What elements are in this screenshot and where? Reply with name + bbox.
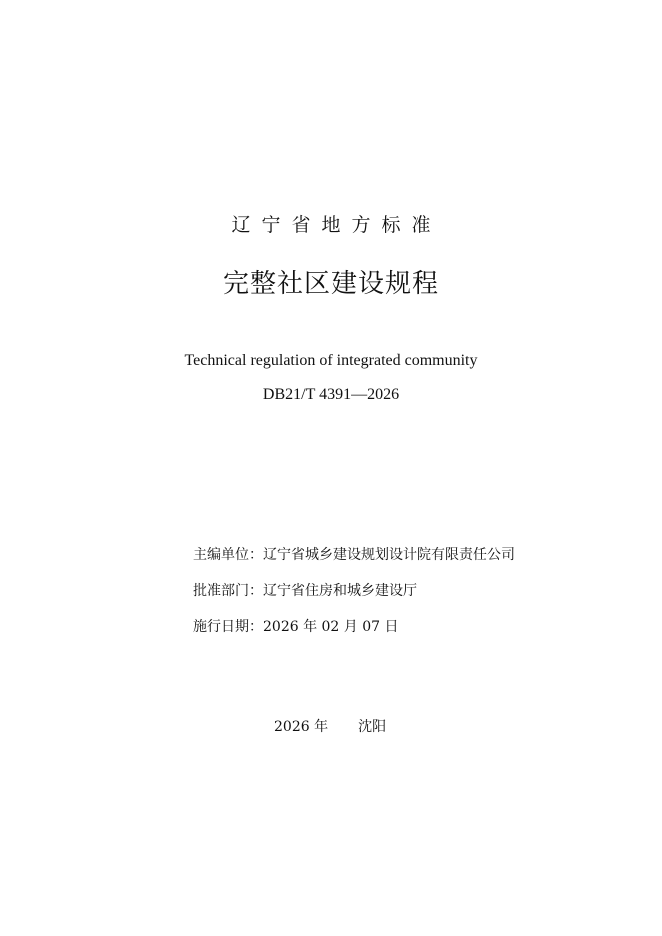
publication-year: 2026 年 — [274, 719, 329, 735]
document-title: 完整社区建设规程 — [222, 269, 439, 299]
info-label: 主编单位： — [193, 547, 263, 563]
publication-footer — [274, 717, 386, 737]
info-value: 辽宁省住房和城乡建设厅 — [263, 583, 417, 599]
info-row-editor — [193, 545, 515, 565]
info-row-approver — [193, 581, 515, 601]
english-title: Technical regulation of integrated community — [184, 352, 478, 369]
info-row-effective-date — [193, 617, 515, 637]
info-value: 2026 年 02 月 07 日 — [263, 619, 399, 635]
info-label: 施行日期： — [193, 619, 263, 635]
info-value: 辽宁省城乡建设规划设计院有限责任公司 — [263, 547, 515, 563]
standard-number: DB21/T 4391—2026 — [262, 386, 400, 403]
issuing-info — [193, 545, 515, 653]
info-label: 批准部门： — [193, 583, 263, 599]
publication-city: 沈阳 — [358, 719, 387, 735]
standard-type-heading: 辽宁省地方标准 — [231, 214, 442, 236]
